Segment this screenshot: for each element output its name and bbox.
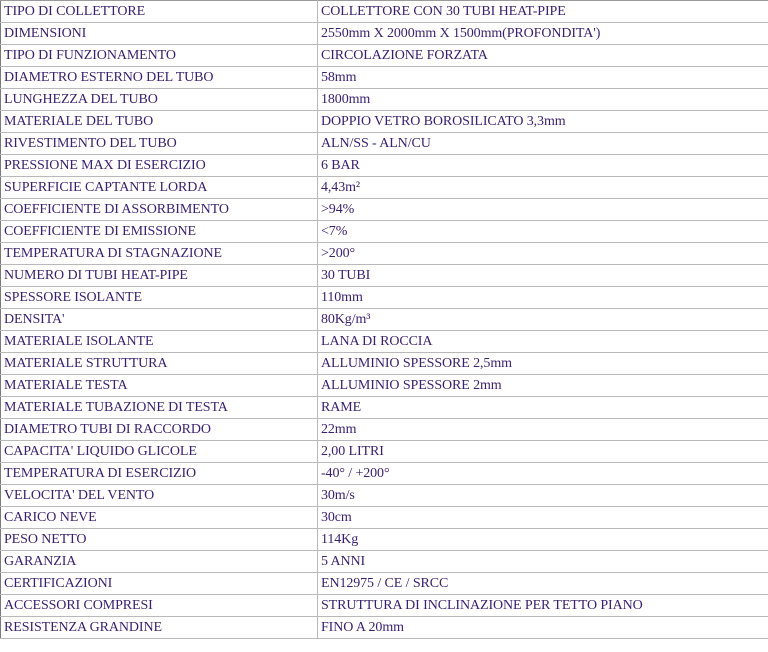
- spec-label: TEMPERATURA DI ESERCIZIO: [1, 463, 318, 485]
- spec-label: TEMPERATURA DI STAGNAZIONE: [1, 243, 318, 265]
- spec-label: VELOCITA' DEL VENTO: [1, 485, 318, 507]
- spec-table-body: [1, 1, 768, 639]
- table-row: [1, 287, 768, 309]
- spec-label: RIVESTIMENTO DEL TUBO: [1, 133, 318, 155]
- table-row: [1, 595, 768, 617]
- spec-value: 5 ANNI: [318, 551, 768, 573]
- spec-value: DOPPIO VETRO BOROSILICATO 3,3mm: [318, 111, 768, 133]
- spec-label: SPESSORE ISOLANTE: [1, 287, 318, 309]
- spec-label: MATERIALE ISOLANTE: [1, 331, 318, 353]
- spec-value: 30 TUBI: [318, 265, 768, 287]
- spec-value: 114Kg: [318, 529, 768, 551]
- spec-value: FINO A 20mm: [318, 617, 768, 639]
- spec-label: COEFFICIENTE DI EMISSIONE: [1, 221, 318, 243]
- spec-label: PRESSIONE MAX DI ESERCIZIO: [1, 155, 318, 177]
- spec-label: NUMERO DI TUBI HEAT-PIPE: [1, 265, 318, 287]
- table-row: [1, 111, 768, 133]
- spec-label: GARANZIA: [1, 551, 318, 573]
- spec-label: COEFFICIENTE DI ASSORBIMENTO: [1, 199, 318, 221]
- spec-value: ALN/SS - ALN/CU: [318, 133, 768, 155]
- spec-value: 80Kg/m³: [318, 309, 768, 331]
- spec-value: >94%: [318, 199, 768, 221]
- spec-value: >200°: [318, 243, 768, 265]
- spec-label: DIAMETRO ESTERNO DEL TUBO: [1, 67, 318, 89]
- spec-label: MATERIALE DEL TUBO: [1, 111, 318, 133]
- spec-value: ALLUMINIO SPESSORE 2mm: [318, 375, 768, 397]
- table-row: [1, 309, 768, 331]
- table-row: [1, 507, 768, 529]
- table-row: [1, 551, 768, 573]
- table-row: [1, 45, 768, 67]
- table-row: [1, 353, 768, 375]
- spec-label: DIAMETRO TUBI DI RACCORDO: [1, 419, 318, 441]
- table-row: [1, 199, 768, 221]
- table-row: [1, 177, 768, 199]
- spec-label: DIMENSIONI: [1, 23, 318, 45]
- spec-value: 30m/s: [318, 485, 768, 507]
- spec-label: MATERIALE TESTA: [1, 375, 318, 397]
- spec-label: PESO NETTO: [1, 529, 318, 551]
- spec-value: 2,00 LITRI: [318, 441, 768, 463]
- table-row: [1, 331, 768, 353]
- table-row: [1, 89, 768, 111]
- table-row: [1, 265, 768, 287]
- table-row: [1, 397, 768, 419]
- spec-value: -40° / +200°: [318, 463, 768, 485]
- table-row: [1, 243, 768, 265]
- spec-value: 6 BAR: [318, 155, 768, 177]
- table-row: [1, 155, 768, 177]
- spec-value: 110mm: [318, 287, 768, 309]
- spec-value: 30cm: [318, 507, 768, 529]
- spec-value: 1800mm: [318, 89, 768, 111]
- spec-value: EN12975 / CE / SRCC: [318, 573, 768, 595]
- table-row: [1, 23, 768, 45]
- spec-label: TIPO DI FUNZIONAMENTO: [1, 45, 318, 67]
- spec-value: RAME: [318, 397, 768, 419]
- table-row: [1, 67, 768, 89]
- spec-value: ALLUMINIO SPESSORE 2,5mm: [318, 353, 768, 375]
- table-row: [1, 617, 768, 639]
- table-row: [1, 441, 768, 463]
- table-row: [1, 375, 768, 397]
- spec-label: MATERIALE TUBAZIONE DI TESTA: [1, 397, 318, 419]
- table-row: [1, 133, 768, 155]
- spec-label: MATERIALE STRUTTURA: [1, 353, 318, 375]
- table-row: [1, 1, 768, 23]
- spec-value: 2550mm X 2000mm X 1500mm(PROFONDITA'): [318, 23, 768, 45]
- spec-value: <7%: [318, 221, 768, 243]
- spec-value: 22mm: [318, 419, 768, 441]
- spec-label: RESISTENZA GRANDINE: [1, 617, 318, 639]
- spec-value: STRUTTURA DI INCLINAZIONE PER TETTO PIANO: [318, 595, 768, 617]
- table-row: [1, 463, 768, 485]
- table-row: [1, 573, 768, 595]
- spec-label: CERTIFICAZIONI: [1, 573, 318, 595]
- spec-label: LUNGHEZZA DEL TUBO: [1, 89, 318, 111]
- spec-value: 4,43m²: [318, 177, 768, 199]
- spec-label: TIPO DI COLLETTORE: [1, 1, 318, 23]
- spec-label: DENSITA': [1, 309, 318, 331]
- spec-label: CARICO NEVE: [1, 507, 318, 529]
- spec-value: CIRCOLAZIONE FORZATA: [318, 45, 768, 67]
- spec-label: ACCESSORI COMPRESI: [1, 595, 318, 617]
- table-row: [1, 221, 768, 243]
- table-row: [1, 419, 768, 441]
- spec-value: 58mm: [318, 67, 768, 89]
- table-row: [1, 529, 768, 551]
- spec-value: LANA DI ROCCIA: [318, 331, 768, 353]
- spec-value: COLLETTORE CON 30 TUBI HEAT-PIPE: [318, 1, 768, 23]
- spec-label: SUPERFICIE CAPTANTE LORDA: [1, 177, 318, 199]
- spec-label: CAPACITA' LIQUIDO GLICOLE: [1, 441, 318, 463]
- table-row: [1, 485, 768, 507]
